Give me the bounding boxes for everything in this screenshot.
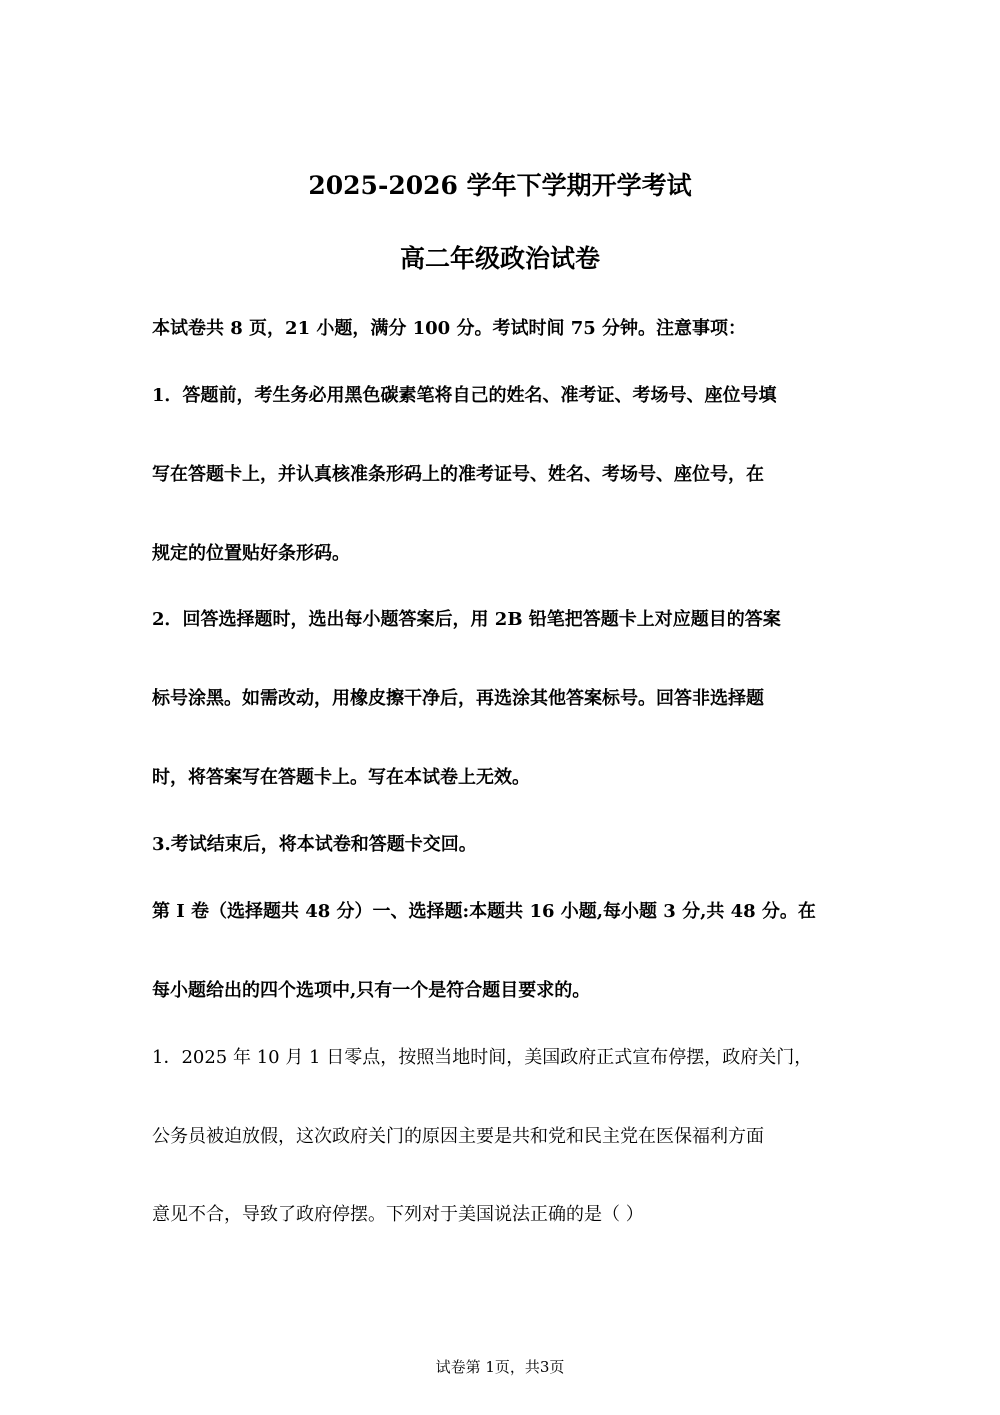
section1-heading-line2: 每小题给出的四个选项中,只有一个是符合题目要求的。 bbox=[152, 980, 591, 1001]
exam-title: 2025-2026 学年下学期开学考试 bbox=[308, 171, 692, 200]
page-footer: 试卷第 1页，共3页 bbox=[435, 1358, 565, 1376]
notice-item2-line3: 时，将答案写在答题卡上。写在本试卷上无效。 bbox=[152, 767, 530, 788]
question1-line2: 公务员被迫放假，这次政府关门的原因主要是共和党和民主党在医保福利方面 bbox=[152, 1126, 764, 1147]
notice-item2-line1: 2．回答选择题时，选出每小题答案后，用 2B 铅笔把答题卡上对应题目的答案 bbox=[152, 609, 781, 630]
exam-subtitle: 高二年级政治试卷 bbox=[399, 244, 600, 273]
notice-item3: 3.考试结束后，将本试卷和答题卡交回。 bbox=[152, 834, 477, 855]
notice-item2-line2: 标号涂黑。如需改动，用橡皮擦干净后，再选涂其他答案标号。回答非选择题 bbox=[152, 688, 764, 709]
notice-intro: 本试卷共 8 页，21 小题，满分 100 分。考试时间 75 分钟。注意事项： bbox=[152, 318, 747, 339]
question1-line1: 1．2025 年 10 月 1 日零点，按照当地时间，美国政府正式宣布停摆，政府关门， bbox=[152, 1047, 813, 1068]
section1-heading-line1: 第 I 卷（选择题共 48 分）一、选择题:本题共 16 小题,每小题 3 分,共 48 分。在 bbox=[152, 901, 816, 922]
question1-line3: 意见不合，导致了政府停摆。下列对于美国说法正确的是（ ） bbox=[152, 1204, 644, 1225]
notice-item1-line1: 1．答题前，考生务必用黑色碳素笔将自己的姓名、准考证、考场号、座位号填 bbox=[152, 385, 777, 406]
notice-item1-line2: 写在答题卡上，并认真核准条形码上的准考证号、姓名、考场号、座位号，在 bbox=[152, 464, 764, 485]
notice-item1-line3: 规定的位置贴好条形码。 bbox=[152, 543, 350, 564]
